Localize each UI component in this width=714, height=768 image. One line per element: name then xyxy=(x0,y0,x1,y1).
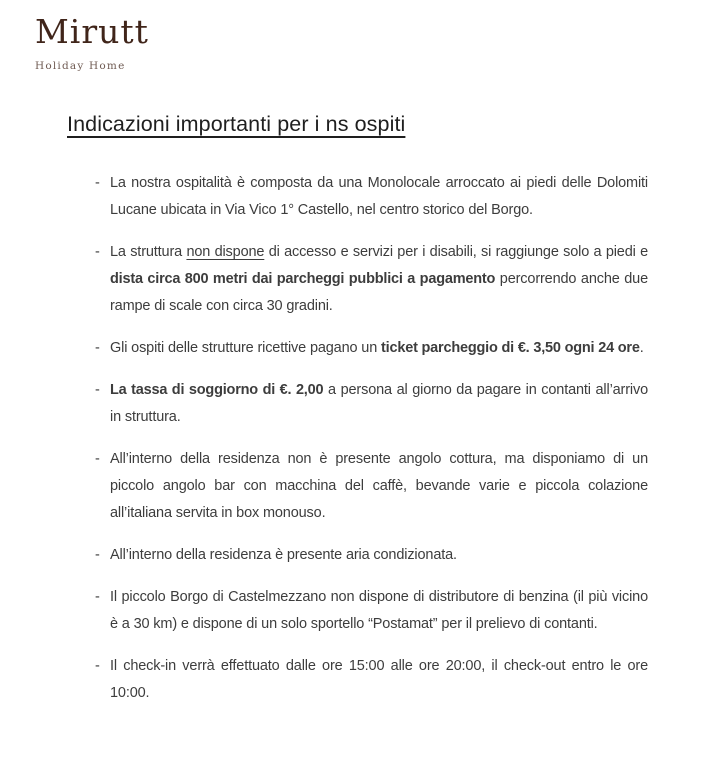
bullet-dash: - xyxy=(95,340,100,356)
list-item-text xyxy=(110,584,648,638)
text-segment-normal: All’interno della residenza non è presente angolo cottura, ma disponiamo di un piccolo angolo bar con macchina del caffè, bevande varie e piccola colazione all’italiana servita in box monouso. xyxy=(110,451,648,521)
brand-logo xyxy=(35,14,149,72)
page-title: Indicazioni importanti per i ns ospiti xyxy=(67,112,406,136)
list-item-text xyxy=(110,170,648,224)
text-segment-normal: All’interno della residenza è presente aria condizionata. xyxy=(110,547,457,563)
brand-name: Mirutt xyxy=(35,12,149,51)
text-segment-normal: . xyxy=(639,340,644,356)
guest-info-list xyxy=(95,170,648,722)
text-segment-underline: non dispone xyxy=(186,244,265,260)
list-item-text xyxy=(110,653,648,707)
bullet-dash: - xyxy=(95,547,100,563)
bullet-dash: - xyxy=(95,658,100,674)
list-item xyxy=(95,239,648,320)
text-segment-normal: La struttura xyxy=(110,244,187,260)
text-segment-normal: di accesso e servizi per i disabili, si raggiunge solo a piedi e xyxy=(264,244,648,260)
bullet-dash: - xyxy=(95,589,100,605)
list-item xyxy=(95,542,648,569)
list-item xyxy=(95,377,648,431)
text-segment-normal: Gli ospiti delle strutture ricettive pagano un xyxy=(110,340,382,356)
list-item xyxy=(95,170,648,224)
bullet-dash: - xyxy=(95,175,100,191)
bullet-dash: - xyxy=(95,244,100,260)
list-item-text xyxy=(110,239,648,320)
text-segment-normal: Il piccolo Borgo di Castelmezzano non dispone di distributore di benzina (il più vicino è a 30 km) e dispone di un solo sportello “Postamat” per il prelievo di contanti. xyxy=(110,589,648,632)
list-item-text xyxy=(110,446,648,527)
list-item xyxy=(95,335,648,362)
text-segment-normal: La nostra ospitalità è composta da una Monolocale arroccato ai piedi delle Dolomiti Lucane ubicata in Via Vico 1° Castello, nel centro storico del Borgo. xyxy=(110,175,648,218)
list-item-text xyxy=(110,335,648,362)
list-item xyxy=(95,653,648,707)
text-segment-normal: a persona al giorno da pagare in contanti all’arrivo in struttura. xyxy=(110,382,649,425)
list-item-text xyxy=(110,377,648,431)
text-segment-normal: percorrendo anche due rampe di scale con circa 30 gradini. xyxy=(110,271,648,314)
text-segment-normal: Il check-in verrà effettuato dalle ore 15:00 alle ore 20:00, il check-out entro le ore 10:00. xyxy=(110,658,648,701)
list-item-text xyxy=(110,542,648,569)
bullet-dash: - xyxy=(95,382,100,398)
bullet-dash: - xyxy=(95,451,100,467)
list-item xyxy=(95,584,648,638)
text-segment-bold: ticket parcheggio di €. 3,50 ogni 24 ore xyxy=(381,340,640,356)
text-segment-bold: dista circa 800 metri dai parcheggi pubblici a pagamento xyxy=(110,271,496,287)
list-item xyxy=(95,446,648,527)
text-segment-bold: La tassa di soggiorno di €. 2,00 xyxy=(110,382,324,398)
brand-tagline: Holiday Home xyxy=(35,60,126,73)
